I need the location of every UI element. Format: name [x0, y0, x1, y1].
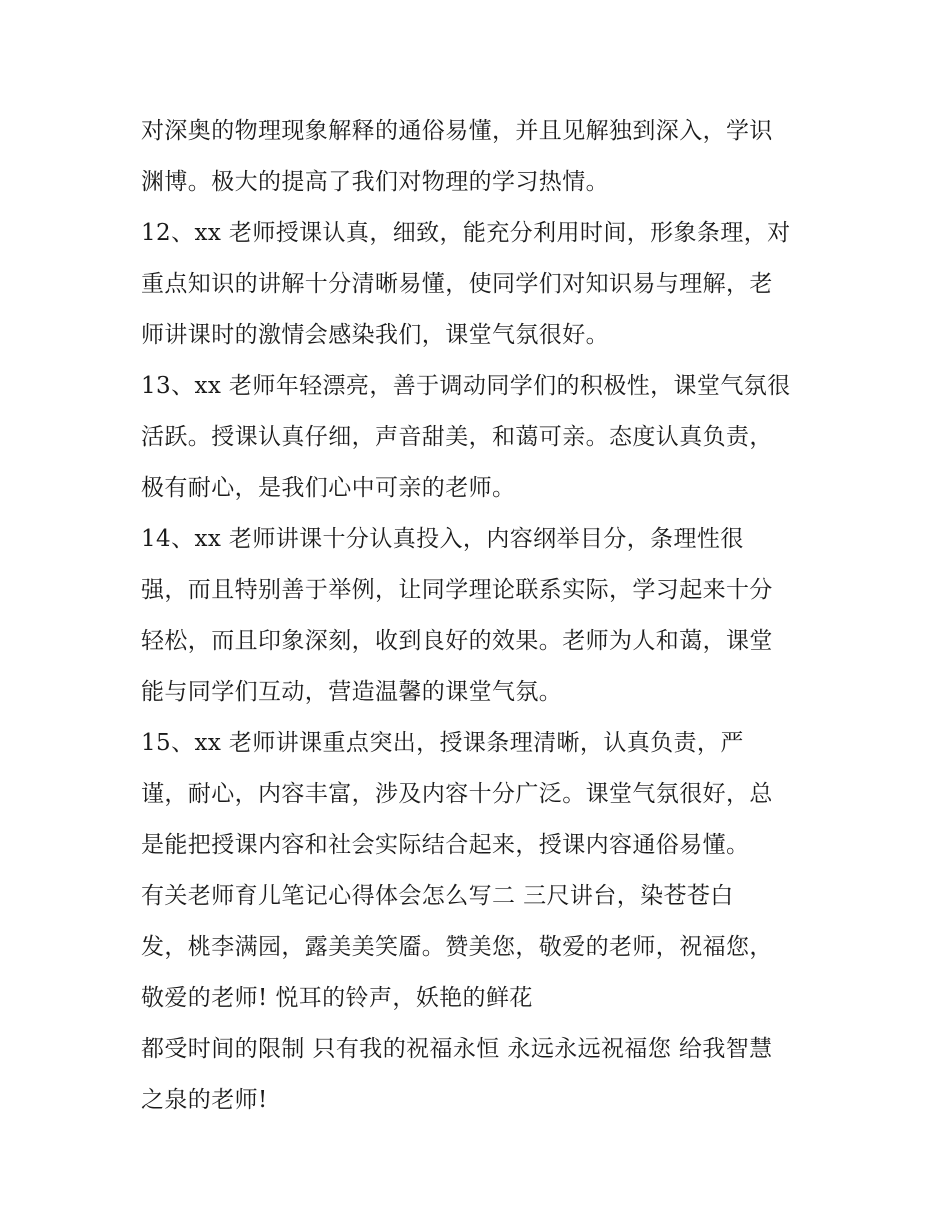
text-line: 有关老师育儿笔记心得体会怎么写二 三尺讲台，染苍苍白 — [141, 883, 734, 909]
text-line: 对深奥的物理现象解释的通俗易懂，并且见解独到深入，学识 — [141, 118, 773, 144]
text-line: 强，而且特别善于举例，让同学理论联系实际，学习起来十分 — [141, 577, 773, 603]
text-line: 重点知识的讲解十分清晰易懂，使同学们对知识易与理解，老 — [141, 271, 773, 297]
text-line: 发，桃李满园，露美美笑靥。赞美您，敬爱的老师，祝福您， — [141, 934, 773, 960]
text-line: 极有耐心，是我们心中可亲的老师。 — [141, 475, 516, 501]
text-line: 都受时间的限制 只有我的祝福永恒 永远永远祝福您 给我智慧 — [141, 1036, 773, 1062]
text-line: 15、xx 老师讲课重点突出，授课条理清晰，认真负责，严 — [141, 730, 744, 756]
text-line: 是能把授课内容和社会实际结合起来，授课内容通俗易懂。 — [141, 832, 750, 858]
text-line: 渊博。极大的提高了我们对物理的学习热情。 — [141, 169, 609, 195]
text-line: 师讲课时的激情会感染我们，课堂气氛很好。 — [141, 322, 609, 348]
text-line: 轻松，而且印象深刻，收到良好的效果。老师为人和蔼，课堂 — [141, 628, 773, 654]
text-line: 13、xx 老师年轻漂亮，善于调动同学们的积极性，课堂气氛很 — [141, 373, 791, 399]
text-line: 14、xx 老师讲课十分认真投入，内容纲举目分，条理性很 — [141, 526, 744, 552]
document-body — [141, 106, 821, 1126]
text-line: 活跃。授课认真仔细，声音甜美，和蔼可亲。态度认真负责， — [141, 424, 773, 450]
text-line: 谨，耐心，内容丰富，涉及内容十分广泛。课堂气氛很好，总 — [141, 781, 773, 807]
text-line: 12、xx 老师授课认真，细致，能充分利用时间，形象条理，对 — [141, 220, 791, 246]
text-line: 敬爱的老师! 悦耳的铃声，妖艳的鲜花 — [141, 985, 533, 1011]
text-line: 能与同学们互动，营造温馨的课堂气氛。 — [141, 679, 563, 705]
text-line: 之泉的老师! — [141, 1087, 268, 1113]
